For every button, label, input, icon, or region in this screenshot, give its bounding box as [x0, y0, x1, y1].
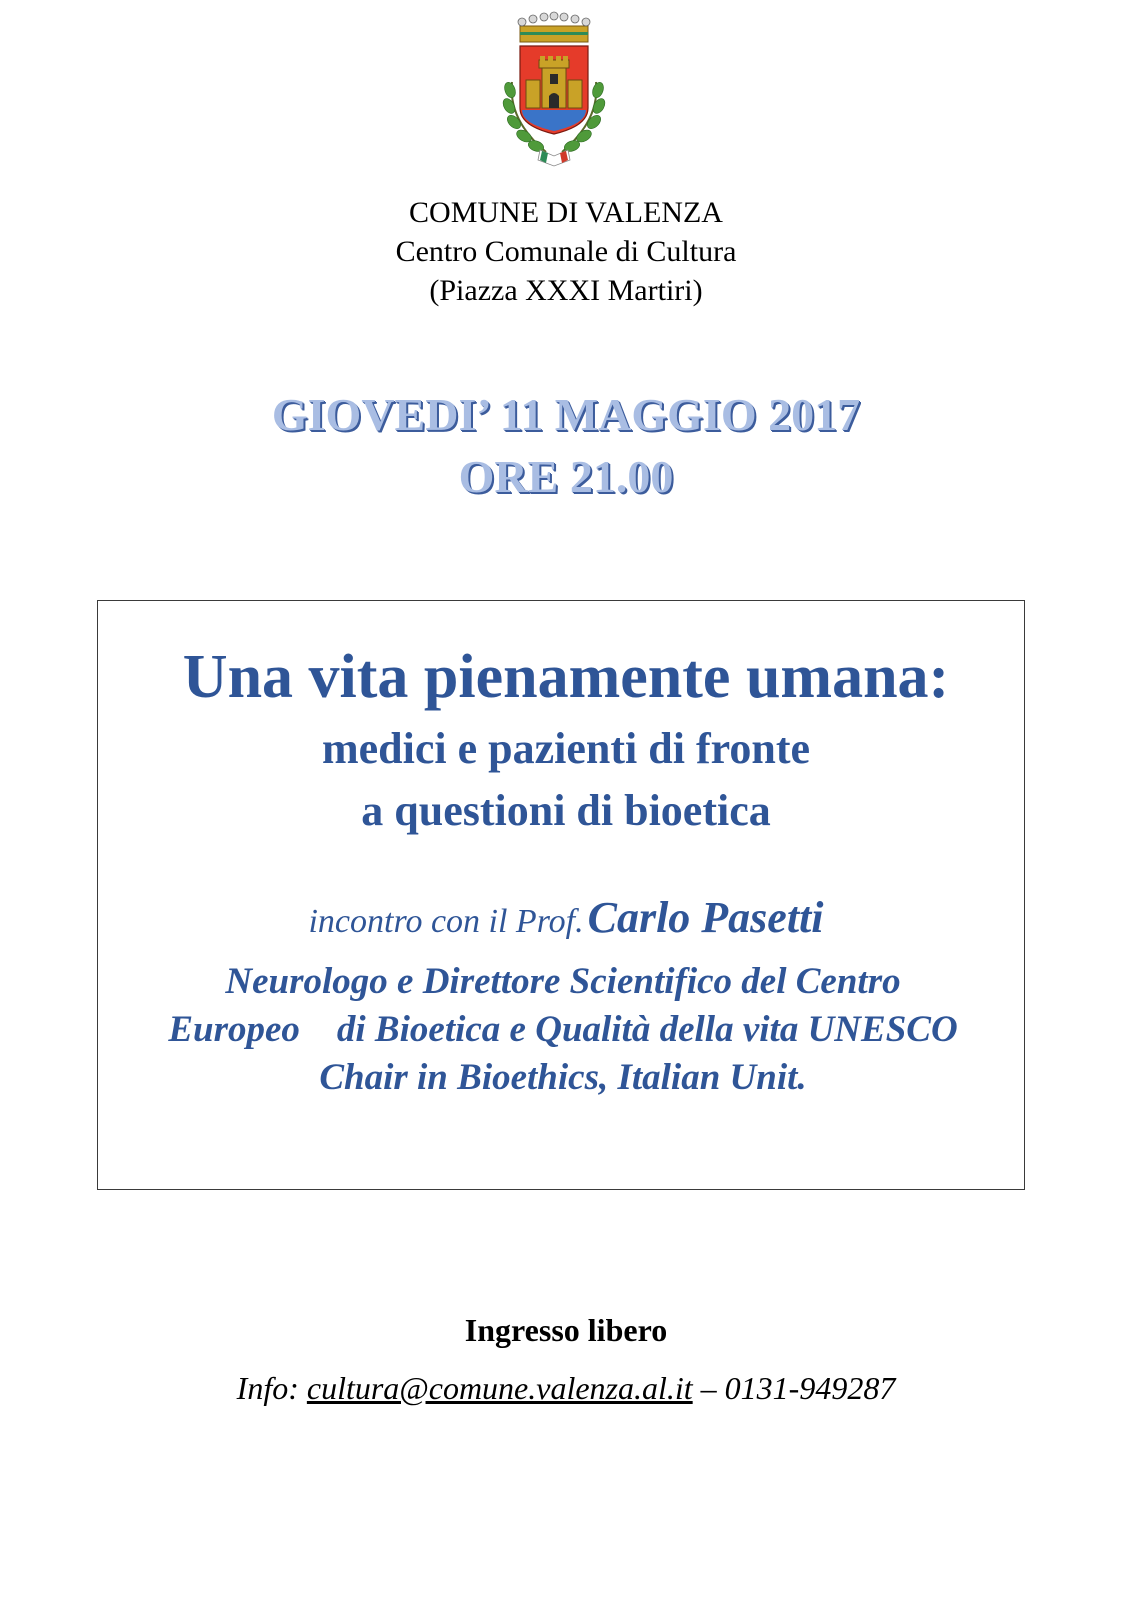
speaker-name: Carlo Pasetti	[587, 893, 824, 942]
speaker-intro: incontro con il Prof.	[308, 903, 584, 940]
free-entry-notice: Ingresso libero	[464, 1312, 668, 1348]
info-label: Info:	[236, 1370, 299, 1406]
event-date: GIOVEDI’ 11 MAGGIO 2017	[271, 389, 861, 440]
crown-icon	[518, 12, 590, 42]
email-link[interactable]: cultura@comune.valenza.al.it	[306, 1370, 693, 1406]
shield-icon	[520, 46, 588, 134]
speaker-role	[110, 958, 1016, 1102]
event-subtitle-line2: a questioni di bioetica	[361, 786, 771, 835]
event-date-block	[0, 384, 1132, 508]
speaker-role-line3: Chair in Bioethics, Italian Unit.	[319, 1057, 807, 1098]
cultural-center-name: Centro Comunale di Cultura	[395, 235, 737, 268]
speaker-line	[0, 892, 1132, 943]
center-address: (Piazza XXXI Martiri)	[429, 274, 703, 307]
info-separator: –	[700, 1370, 717, 1406]
ribbon-icon	[538, 150, 570, 166]
speaker-role-line1: Neurologo e Direttore Scientifico del Centro	[225, 961, 901, 1002]
info-line	[0, 1368, 1132, 1408]
event-subtitle	[0, 718, 1132, 842]
header	[0, 193, 1132, 310]
phone-number: 0131-949287	[724, 1370, 896, 1406]
event-time: ORE 21.00	[458, 451, 674, 502]
coat-of-arms-logo	[498, 10, 610, 168]
event-title: Una vita pienamente umana:	[182, 643, 950, 711]
speaker-role-line2: Europeo di Bioetica e Qualità della vita UNESCO	[168, 1009, 958, 1050]
municipality-name: COMUNE DI VALENZA	[409, 196, 723, 229]
event-subtitle-line1: medici e pazienti di fronte	[322, 724, 810, 773]
